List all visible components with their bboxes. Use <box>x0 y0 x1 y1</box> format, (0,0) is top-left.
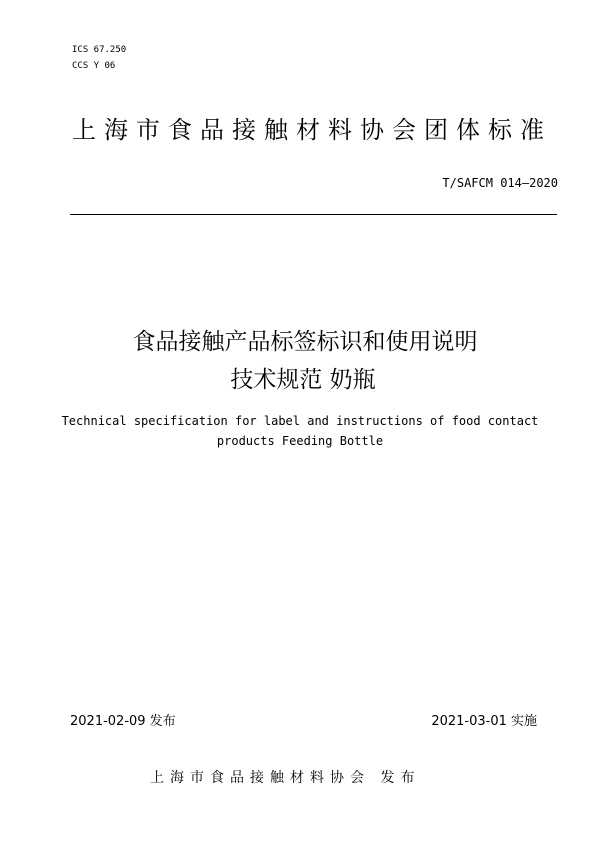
document-title-cn-line2: 技术规范 奶瓶 <box>230 367 376 393</box>
standard-number: T/SAFCM 014—2020 <box>442 176 558 190</box>
publish-date: 2021-02-09 发布 <box>70 714 176 729</box>
ics-code: ICS 67.250 <box>72 45 127 55</box>
association-standard-title: 上海市食品接触材料协会团体标准 <box>72 116 552 144</box>
document-title-cn-line1: 食品接触产品标签标识和使用说明 <box>132 329 478 355</box>
ccs-code: CCS Y 06 <box>72 61 116 71</box>
document-title-en-line2: products Feeding Bottle <box>216 434 384 448</box>
publisher: 上海市食品接触材料协会 发布 <box>150 770 421 786</box>
document-title-en-line1: Technical specification for label and instructions of food contact <box>61 414 539 428</box>
implement-date: 2021-03-01 实施 <box>431 714 537 729</box>
header-divider <box>70 214 557 215</box>
